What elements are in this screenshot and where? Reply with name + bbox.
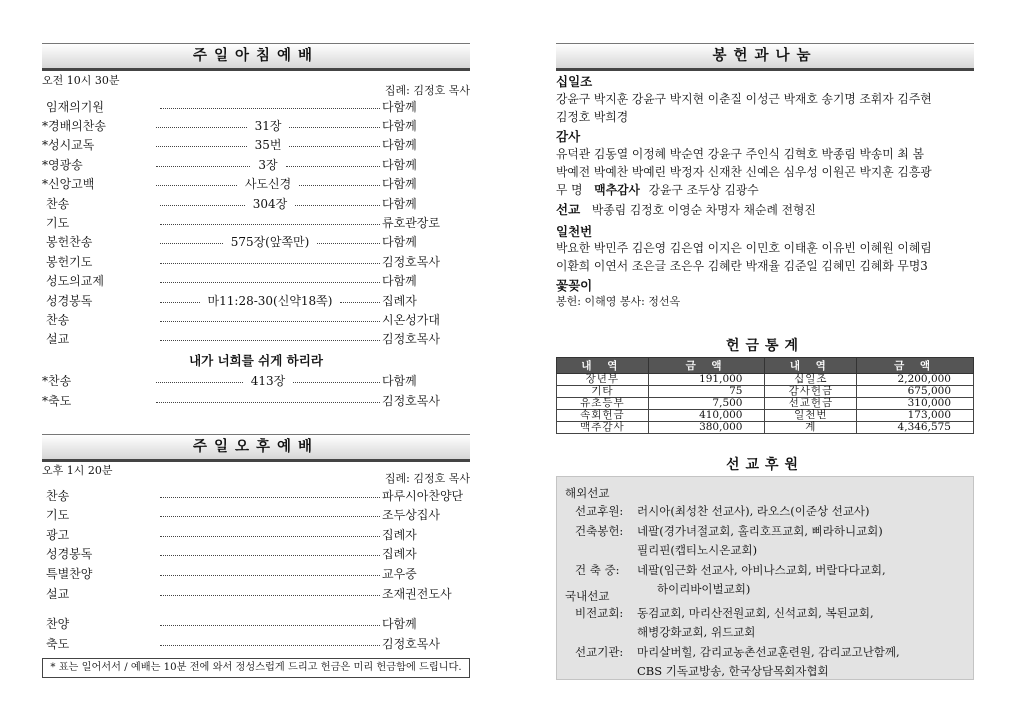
stat-amount-cell: 310,000 <box>857 398 974 410</box>
order-item-detail: 마11:28-30(신약18쪽) <box>207 293 333 308</box>
leader-dots <box>160 497 380 498</box>
mission-entry: 동검교회, 마리산전원교회, 신석교회, 복된교회, <box>637 606 874 620</box>
order-item-label: 설교 <box>46 586 70 601</box>
leader-dots <box>156 382 243 383</box>
morning-time: 오전 10시 30분 <box>42 74 120 87</box>
tithe-names-2: 김정호 박희경 <box>556 110 629 124</box>
leader-dots <box>160 516 380 517</box>
mission-entry: 마리살버힐, 감리교농촌선교훈련원, 감리교고난함께, <box>637 645 900 659</box>
flower-line: 봉헌: 이해영 봉사: 정선옥 <box>556 295 681 308</box>
order-item-label: 찬양 <box>46 616 70 631</box>
stat-amount-cell: 75 <box>648 386 765 398</box>
leader-dots <box>160 108 380 109</box>
order-item-performer: 파루시아찬양단 <box>382 488 464 503</box>
order-item-performer: 다함께 <box>382 118 417 133</box>
order-item-label: 봉헌찬송 <box>46 235 93 250</box>
stat-amount-cell: 675,000 <box>857 386 974 398</box>
stat-item-cell: 선교헌금 <box>765 398 857 410</box>
order-item-detail: 사도신경 <box>244 177 292 192</box>
stat-amount-cell: 410,000 <box>648 410 765 422</box>
worship-order-row <box>42 272 470 290</box>
leader-dots <box>160 224 380 225</box>
ilcheon-names-1: 박요한 박민주 김은영 김은엽 이지은 이민호 이태훈 이유빈 이혜원 이혜림 <box>556 241 932 255</box>
worship-order-row <box>42 252 470 270</box>
order-item-label: 성도의교제 <box>46 274 104 289</box>
leader-dots <box>160 625 380 626</box>
leader-dots <box>299 185 380 186</box>
order-item-performer: 김정호목사 <box>382 254 440 269</box>
offering-stats-table-wrap <box>556 357 974 434</box>
stat-item-cell: 유초등부 <box>557 398 649 410</box>
offering-stats-table <box>556 357 974 434</box>
flower-label: 꽃꽂이 <box>556 278 593 293</box>
tithe-names-1: 강윤구 박지훈 강윤구 박지현 이춘질 이성근 박재호 송기명 조휘자 김주현 <box>556 92 932 106</box>
order-item-label: 성경봉독 <box>46 293 93 308</box>
worship-order-row <box>42 545 470 563</box>
leader-dots <box>156 127 247 128</box>
worship-order-row <box>42 175 470 193</box>
mission-entry: CBS 기독교방송, 한국상담목회자협회 <box>637 664 829 678</box>
leader-dots <box>160 205 245 206</box>
mission-support-title: 선교후원 <box>725 457 805 473</box>
worship-order-row <box>42 584 470 602</box>
order-item-performer: 다함께 <box>382 616 417 631</box>
order-item-performer: 다함께 <box>382 196 417 211</box>
order-item-performer: 시온성가대 <box>382 312 440 327</box>
order-item-performer: 다함께 <box>382 99 417 114</box>
mission-entry: 네팔(임근화 선교사, 아비나스교회, 버랄다다교회, <box>637 563 886 577</box>
order-item-label: *신앙고백 <box>42 177 95 192</box>
leader-dots <box>160 243 223 244</box>
leader-dots <box>293 382 380 383</box>
order-item-performer: 집례자 <box>382 547 417 562</box>
thanks-names-3 <box>556 180 759 200</box>
leader-dots <box>160 321 380 322</box>
mission-entry: 하이리바이벌교회) <box>657 582 751 596</box>
anonymous-label: 무 명 <box>556 183 583 197</box>
order-item-performer: 김정호목사 <box>382 332 440 347</box>
mission-offering-label: 선교 <box>556 202 581 217</box>
mission-offering-line <box>556 200 816 220</box>
harvest-thanks-label: 맥추감사 <box>594 183 640 197</box>
order-item-detail: 31장 <box>254 118 282 133</box>
order-item-label: 특별찬양 <box>46 566 93 581</box>
order-item-detail: 35번 <box>254 138 282 153</box>
order-item-label: 찬송 <box>46 312 70 327</box>
table-row <box>557 398 974 410</box>
order-item-label: 기도 <box>46 508 70 523</box>
order-item-label: *축도 <box>42 393 72 408</box>
mission-category-label: 선교후원: <box>575 504 624 518</box>
order-item-label: *영광송 <box>42 157 83 172</box>
worship-order-row <box>42 506 470 524</box>
order-item-label: 축도 <box>46 636 70 651</box>
order-item-performer: 다함께 <box>382 157 417 172</box>
leader-dots <box>160 645 380 646</box>
leader-dots <box>160 340 380 341</box>
mission-entry: 러시아(최성찬 선교사), 라오스(이준상 선교사) <box>637 504 870 518</box>
leader-dots <box>156 402 380 403</box>
col-header-amount-1: 금 액 <box>648 358 765 374</box>
order-item-detail: 3장 <box>258 157 278 172</box>
order-item-performer: 류호관장로 <box>382 215 440 230</box>
worship-order-row <box>42 97 470 115</box>
worship-order-row <box>42 116 470 134</box>
leader-dots <box>160 282 380 283</box>
leader-dots <box>156 166 250 167</box>
leader-dots <box>160 595 380 596</box>
worship-order-row <box>42 634 470 652</box>
table-row <box>557 422 974 434</box>
order-item-label: 광고 <box>46 527 70 542</box>
order-item-label: 봉헌기도 <box>46 254 93 269</box>
col-header-item-2: 내 역 <box>765 358 857 374</box>
order-item-label: 성경봉독 <box>46 547 93 562</box>
order-item-performer: 집례자 <box>382 293 417 308</box>
order-item-performer: 조두상집사 <box>382 508 440 523</box>
stat-item-cell: 일천번 <box>765 410 857 422</box>
order-item-label: *성시교독 <box>42 138 95 153</box>
stat-amount-cell: 380,000 <box>648 422 765 434</box>
thanks-names-2: 박예전 박예찬 박예린 박정자 신재찬 신예은 심우성 이원곤 박지훈 김흥광 <box>556 165 932 179</box>
order-item-performer: 김정호목사 <box>382 636 440 651</box>
mission-entry: 필리핀(캡티노시온교회) <box>637 543 758 557</box>
stat-item-cell: 맥추감사 <box>557 422 649 434</box>
col-header-item-1: 내 역 <box>557 358 649 374</box>
thanks-label: 감사 <box>556 129 581 144</box>
worship-order-row <box>42 155 470 173</box>
leader-dots <box>340 302 380 303</box>
stat-item-cell: 장년부 <box>557 374 649 386</box>
table-header-row <box>557 358 974 374</box>
mission-category-label: 비전교회: <box>575 606 624 620</box>
worship-order-row <box>42 194 470 212</box>
thanks-names-1: 유덕관 김동열 이정혜 박순연 강윤구 주인식 김혁호 박종림 박송미 최 봄 <box>556 147 924 161</box>
morning-worship-header: 주일아침예배 <box>42 43 470 71</box>
order-item-performer: 다함께 <box>382 373 417 388</box>
order-item-performer: 다함께 <box>382 177 417 192</box>
col-header-amount-2: 금 액 <box>857 358 974 374</box>
offering-stats-title: 헌금통계 <box>725 338 805 354</box>
leader-dots <box>286 166 380 167</box>
order-item-performer: 조재권전도사 <box>382 586 452 601</box>
table-row <box>557 410 974 422</box>
worship-order-row <box>42 614 470 632</box>
order-item-label: 임재의기원 <box>46 99 104 114</box>
stat-amount-cell: 173,000 <box>857 410 974 422</box>
afternoon-time: 오후 1시 20분 <box>42 464 113 477</box>
order-item-performer: 김정호목사 <box>382 393 440 408</box>
mission-offering-names: 박종림 김정호 이영순 차명자 채순례 전형진 <box>591 203 816 217</box>
order-item-label: 찬송 <box>46 196 70 211</box>
order-item-detail: 575장(앞쪽만) <box>230 235 310 250</box>
order-item-label: 찬송 <box>46 488 70 503</box>
leader-dots <box>160 263 380 264</box>
worship-order-row <box>42 291 470 309</box>
worship-order-row <box>42 564 470 582</box>
worship-footnote: * 표는 일어서서 / 예배는 10분 전에 와서 정성스럽게 드리고 헌금은 미리 헌금함에 드립니다. <box>42 658 470 678</box>
order-item-label: 설교 <box>46 332 70 347</box>
worship-order-row <box>42 136 470 154</box>
order-item-label: *찬송 <box>42 373 72 388</box>
order-item-performer: 다함께 <box>382 138 417 153</box>
morning-presider: 집례: 김정호 목사 <box>384 84 470 97</box>
mission-category-label: 건축봉헌: <box>575 524 624 538</box>
overseas-mission-title: 해외선교 <box>565 486 610 500</box>
leader-dots <box>156 185 237 186</box>
afternoon-worship-header: 주일오후예배 <box>42 434 470 462</box>
tithe-label: 십일조 <box>556 74 593 89</box>
leader-dots <box>160 575 380 576</box>
domestic-mission-title: 국내선교 <box>565 589 610 603</box>
harvest-thanks-names: 강윤구 조두상 김광수 <box>648 183 759 197</box>
worship-order-row <box>42 486 470 504</box>
stat-amount-cell: 191,000 <box>648 374 765 386</box>
worship-order-row <box>42 371 470 389</box>
worship-order-row <box>42 233 470 251</box>
order-item-detail: 304장 <box>252 196 288 211</box>
mission-support-box <box>556 476 974 680</box>
worship-order-row <box>42 525 470 543</box>
order-item-performer: 다함께 <box>382 274 417 289</box>
offering-header: 봉헌과나눔 <box>556 43 974 71</box>
stat-item-cell: 계 <box>765 422 857 434</box>
stat-amount-cell: 7,500 <box>648 398 765 410</box>
ilcheon-label: 일천번 <box>556 224 593 239</box>
order-item-detail: 413장 <box>250 373 286 388</box>
leader-dots <box>289 127 380 128</box>
worship-order-row <box>42 213 470 231</box>
order-item-performer: 집례자 <box>382 527 417 542</box>
table-row <box>557 374 974 386</box>
order-item-label: 기도 <box>46 215 70 230</box>
stat-item-cell: 감사헌금 <box>765 386 857 398</box>
stat-item-cell: 기타 <box>557 386 649 398</box>
worship-order-row <box>42 310 470 328</box>
order-item-performer: 다함께 <box>382 235 417 250</box>
mission-entry: 해병강화교회, 위드교회 <box>637 625 756 639</box>
leader-dots <box>160 555 380 556</box>
mission-category-label: 선교기관: <box>575 645 624 659</box>
leader-dots <box>317 243 380 244</box>
afternoon-presider: 집례: 김정호 목사 <box>384 472 470 485</box>
table-row <box>557 386 974 398</box>
worship-order-row <box>42 330 470 348</box>
leader-dots <box>160 536 380 537</box>
mission-entry: 네팔(경가녀절교회, 홀리호프교회, 삐라하니교회) <box>637 524 883 538</box>
stat-amount-cell: 2,200,000 <box>857 374 974 386</box>
worship-order-row <box>42 391 470 409</box>
mission-category-label: 건 축 중: <box>575 563 620 577</box>
leader-dots <box>289 146 380 147</box>
stat-item-cell: 십일조 <box>765 374 857 386</box>
stat-item-cell: 속회헌금 <box>557 410 649 422</box>
leader-dots <box>295 205 380 206</box>
ilcheon-names-2: 이환희 이연서 조은글 조은우 김혜란 박재율 김준일 김혜민 김혜화 무명3 <box>556 259 928 273</box>
order-item-label: *경배의찬송 <box>42 118 106 133</box>
leader-dots <box>160 302 200 303</box>
sermon-title: 내가 너희를 쉬게 하리라 <box>189 353 323 368</box>
stat-amount-cell: 4,346,575 <box>857 422 974 434</box>
leader-dots <box>156 146 247 147</box>
order-item-performer: 교우중 <box>382 566 417 581</box>
